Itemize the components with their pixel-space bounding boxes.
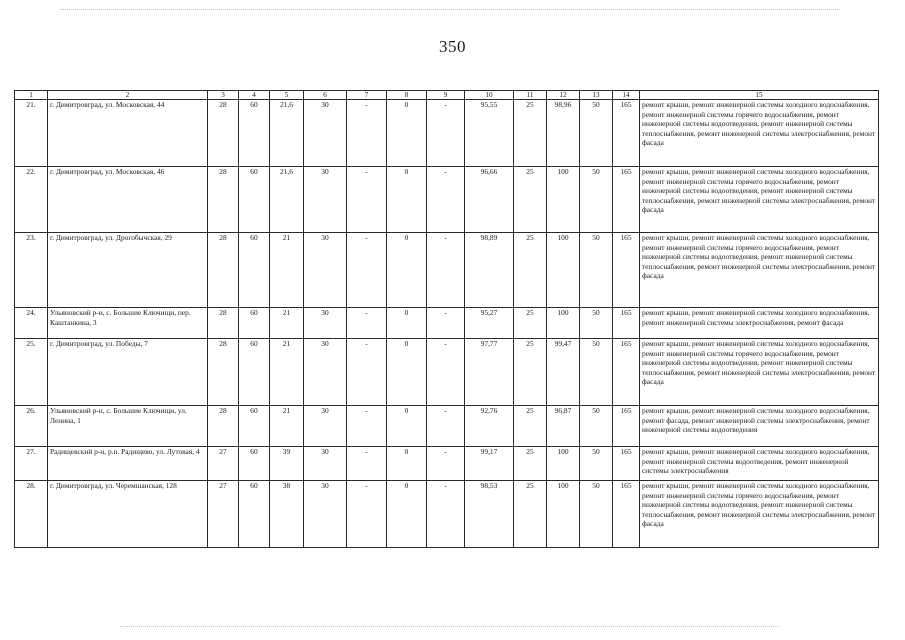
- column-number: 6: [304, 91, 347, 100]
- value-cell-col14: 165: [613, 339, 640, 406]
- value-cell-col11: 25: [514, 308, 547, 339]
- address-cell: г. Димитровград, ул. Победы, 7: [48, 339, 208, 406]
- column-number: 12: [547, 91, 580, 100]
- value-cell-col12: 96,87: [547, 406, 580, 447]
- value-cell-col7: -: [347, 406, 387, 447]
- value-cell-col7: -: [347, 339, 387, 406]
- value-cell-col5: 21,6: [270, 167, 304, 233]
- row-number-cell: 27.: [15, 447, 48, 481]
- value-cell-col13: 50: [580, 481, 613, 548]
- value-cell-col9: -: [427, 167, 465, 233]
- address-cell: Ульяновский р-н, с. Большие Ключищи, ул. Ленина, 1: [48, 406, 208, 447]
- column-number: 9: [427, 91, 465, 100]
- works-list-cell: ремонт крыши, ремонт инженерной системы холодного водоснабжения, ремонт инженерной системы водоотведения, ремонт инженерной системы электроснабжения: [640, 447, 879, 481]
- value-cell-col4: 60: [239, 100, 270, 167]
- value-cell-col6: 30: [304, 100, 347, 167]
- value-cell-col10: 99,17: [465, 447, 514, 481]
- works-list-cell: ремонт крыши, ремонт инженерной системы холодного водоснабжения, ремонт инженерной системы горячего водоснабжения, ремонт инженерной системы водоотведения, ремонт инженерной системы теплоснабжения, ремонт инженерной системы электроснабжения, ремонт фасада: [640, 233, 879, 308]
- value-cell-col9: -: [427, 100, 465, 167]
- row-number-cell: 21.: [15, 100, 48, 167]
- column-number: 11: [514, 91, 547, 100]
- value-cell-col10: 97,77: [465, 339, 514, 406]
- column-number: 15: [640, 91, 879, 100]
- column-number-row: [15, 91, 879, 100]
- column-number: 13: [580, 91, 613, 100]
- works-list-cell: ремонт крыши, ремонт инженерной системы холодного водоснабжения, ремонт фасада, ремонт инженерной системы электроснабжения, ремонт инженерной системы водоотведения: [640, 406, 879, 447]
- scan-noise-bottom: [120, 626, 780, 628]
- column-number: 2: [48, 91, 208, 100]
- value-cell-col6: 30: [304, 481, 347, 548]
- value-cell-col8: 0: [387, 406, 427, 447]
- address-cell: г. Димитровград, ул. Московская, 46: [48, 167, 208, 233]
- value-cell-col9: -: [427, 406, 465, 447]
- row-number-cell: 25.: [15, 339, 48, 406]
- value-cell-col10: 98,53: [465, 481, 514, 548]
- value-cell-col8: 0: [387, 481, 427, 548]
- value-cell-col3: 28: [208, 167, 239, 233]
- column-number: 8: [387, 91, 427, 100]
- value-cell-col4: 60: [239, 339, 270, 406]
- value-cell-col5: 21: [270, 406, 304, 447]
- value-cell-col13: 50: [580, 167, 613, 233]
- value-cell-col13: 50: [580, 308, 613, 339]
- value-cell-col10: 96,66: [465, 167, 514, 233]
- value-cell-col3: 28: [208, 339, 239, 406]
- table-row: [15, 339, 879, 406]
- value-cell-col8: 0: [387, 447, 427, 481]
- value-cell-col10: 95,55: [465, 100, 514, 167]
- value-cell-col9: -: [427, 339, 465, 406]
- page-number: 350: [439, 37, 466, 56]
- value-cell-col7: -: [347, 100, 387, 167]
- value-cell-col12: 100: [547, 481, 580, 548]
- row-number-cell: 28.: [15, 481, 48, 548]
- value-cell-col7: -: [347, 167, 387, 233]
- column-number: 10: [465, 91, 514, 100]
- value-cell-col6: 30: [304, 308, 347, 339]
- value-cell-col7: -: [347, 481, 387, 548]
- value-cell-col3: 28: [208, 233, 239, 308]
- value-cell-col5: 38: [270, 481, 304, 548]
- value-cell-col8: 0: [387, 233, 427, 308]
- value-cell-col5: 21,6: [270, 100, 304, 167]
- address-cell: Ульяновский р-н, с. Большие Ключищи, пер. Каштанкина, 3: [48, 308, 208, 339]
- table-row: [15, 308, 879, 339]
- value-cell-col12: 99,47: [547, 339, 580, 406]
- value-cell-col9: -: [427, 481, 465, 548]
- value-cell-col14: 165: [613, 100, 640, 167]
- value-cell-col10: 92,76: [465, 406, 514, 447]
- column-number: 14: [613, 91, 640, 100]
- address-cell: г. Димитровград, ул. Московская, 44: [48, 100, 208, 167]
- value-cell-col5: 21: [270, 308, 304, 339]
- row-number-cell: 23.: [15, 233, 48, 308]
- table-row: [15, 167, 879, 233]
- value-cell-col11: 25: [514, 167, 547, 233]
- value-cell-col8: 0: [387, 167, 427, 233]
- value-cell-col11: 25: [514, 481, 547, 548]
- works-list-cell: ремонт крыши, ремонт инженерной системы холодного водоснабжения, ремонт инженерной системы горячего водоснабжения, ремонт инженерной системы водоотведения, ремонт инженерной системы теплоснабжения, ремонт инженерной системы электроснабжения, ремонт фасада: [640, 167, 879, 233]
- value-cell-col12: 98,96: [547, 100, 580, 167]
- address-cell: Радищевский р-н, р.п. Радищево, ул. Лутовая, 4: [48, 447, 208, 481]
- value-cell-col4: 60: [239, 233, 270, 308]
- value-cell-col8: 0: [387, 308, 427, 339]
- column-number: 1: [15, 91, 48, 100]
- table-row: [15, 100, 879, 167]
- value-cell-col13: 50: [580, 100, 613, 167]
- table-row: [15, 481, 879, 548]
- value-cell-col14: 165: [613, 167, 640, 233]
- value-cell-col4: 60: [239, 308, 270, 339]
- column-number: 3: [208, 91, 239, 100]
- value-cell-col9: -: [427, 308, 465, 339]
- value-cell-col11: 25: [514, 339, 547, 406]
- works-list-cell: ремонт крыши, ремонт инженерной системы холодного водоснабжения, ремонт инженерной системы горячего водоснабжения, ремонт инженерной системы водоотведения, ремонт инженерной системы теплоснабжения, ремонт инженерной системы электроснабжения, ремонт фасада: [640, 100, 879, 167]
- column-number: 5: [270, 91, 304, 100]
- value-cell-col3: 28: [208, 100, 239, 167]
- works-list-cell: ремонт крыши, ремонт инженерной системы холодного водоснабжения, ремонт инженерной системы электроснабжения, ремонт фасада: [640, 308, 879, 339]
- value-cell-col13: 50: [580, 447, 613, 481]
- value-cell-col12: 100: [547, 233, 580, 308]
- value-cell-col5: 21: [270, 339, 304, 406]
- value-cell-col13: 50: [580, 233, 613, 308]
- value-cell-col14: 165: [613, 481, 640, 548]
- works-list-cell: ремонт крыши, ремонт инженерной системы холодного водоснабжения, ремонт инженерной системы горячего водоснабжения, ремонт инженерной системы водоотведения, ремонт инженерной системы теплоснабжения, ремонт инженерной системы электроснабжения, ремонт фасада: [640, 481, 879, 548]
- value-cell-col3: 28: [208, 406, 239, 447]
- value-cell-col7: -: [347, 233, 387, 308]
- value-cell-col10: 95,27: [465, 308, 514, 339]
- value-cell-col7: -: [347, 447, 387, 481]
- value-cell-col11: 25: [514, 100, 547, 167]
- register-table: [14, 90, 879, 548]
- value-cell-col4: 60: [239, 167, 270, 233]
- value-cell-col4: 60: [239, 406, 270, 447]
- value-cell-col6: 30: [304, 233, 347, 308]
- value-cell-col6: 30: [304, 339, 347, 406]
- value-cell-col12: 100: [547, 308, 580, 339]
- value-cell-col14: 165: [613, 406, 640, 447]
- value-cell-col8: 0: [387, 339, 427, 406]
- value-cell-col3: 27: [208, 447, 239, 481]
- value-cell-col3: 27: [208, 481, 239, 548]
- value-cell-col3: 28: [208, 308, 239, 339]
- works-list-cell: ремонт крыши, ремонт инженерной системы холодного водоснабжения, ремонт инженерной системы горячего водоснабжения, ремонт инженерной системы водоотведения, ремонт инженерной системы теплоснабжения, ремонт инженерной системы электроснабжения, ремонт фасада: [640, 339, 879, 406]
- row-number-cell: 24.: [15, 308, 48, 339]
- value-cell-col6: 30: [304, 406, 347, 447]
- value-cell-col6: 30: [304, 167, 347, 233]
- value-cell-col14: 165: [613, 308, 640, 339]
- scan-noise-top: [60, 9, 840, 11]
- row-number-cell: 26.: [15, 406, 48, 447]
- table-row: [15, 233, 879, 308]
- value-cell-col11: 25: [514, 447, 547, 481]
- address-cell: г. Димитровград, ул. Дрогобычская, 29: [48, 233, 208, 308]
- column-number: 7: [347, 91, 387, 100]
- value-cell-col14: 165: [613, 233, 640, 308]
- value-cell-col7: -: [347, 308, 387, 339]
- column-number: 4: [239, 91, 270, 100]
- value-cell-col10: 98,89: [465, 233, 514, 308]
- value-cell-col14: 165: [613, 447, 640, 481]
- value-cell-col5: 39: [270, 447, 304, 481]
- row-number-cell: 22.: [15, 167, 48, 233]
- value-cell-col4: 60: [239, 447, 270, 481]
- value-cell-col12: 100: [547, 447, 580, 481]
- table-row: [15, 406, 879, 447]
- value-cell-col9: -: [427, 447, 465, 481]
- address-cell: г. Димитровград, ул. Черемшанская, 128: [48, 481, 208, 548]
- value-cell-col13: 50: [580, 339, 613, 406]
- value-cell-col6: 30: [304, 447, 347, 481]
- value-cell-col12: 100: [547, 167, 580, 233]
- value-cell-col13: 50: [580, 406, 613, 447]
- table-row: [15, 447, 879, 481]
- value-cell-col11: 25: [514, 233, 547, 308]
- value-cell-col9: -: [427, 233, 465, 308]
- value-cell-col11: 25: [514, 406, 547, 447]
- value-cell-col5: 21: [270, 233, 304, 308]
- value-cell-col8: 0: [387, 100, 427, 167]
- value-cell-col4: 60: [239, 481, 270, 548]
